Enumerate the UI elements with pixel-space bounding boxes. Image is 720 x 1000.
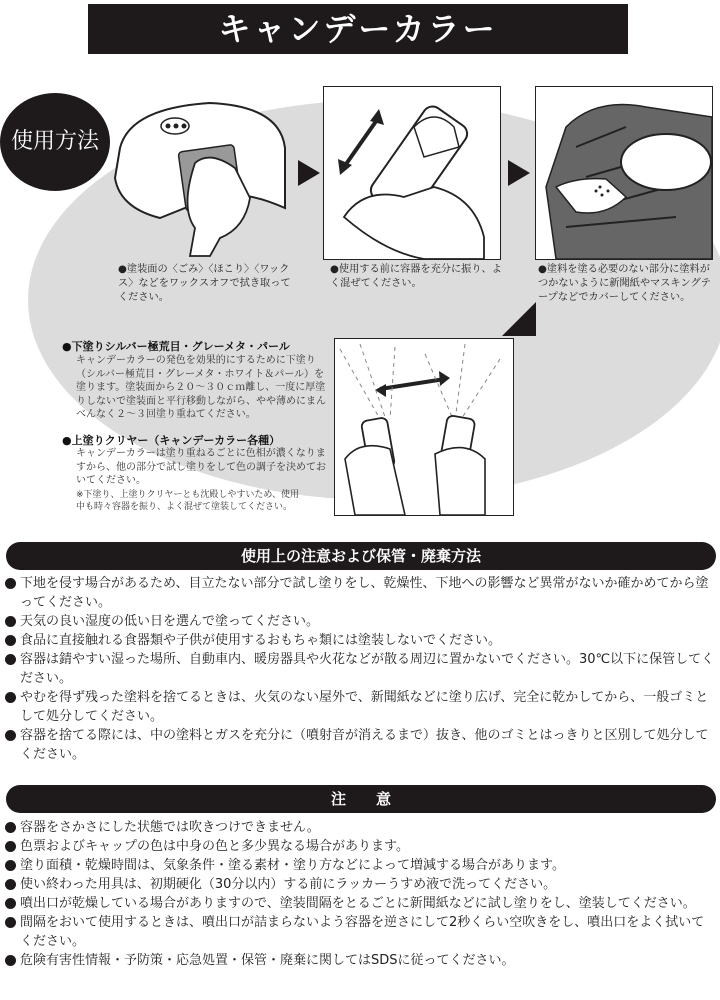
footnote: ※下塗り、上塗りクリヤーとも沈殿しやすいため、使用中も時々容器を振り、よく混ぜて塗装してください。 bbox=[76, 490, 300, 512]
section-bar-caution: 注 意 bbox=[6, 785, 716, 813]
section-bar-precautions-storage: 使用上の注意および保管・廃棄方法 bbox=[6, 542, 716, 570]
list-item: 天気の良い湿度の低い日を選んで塗ってください。 bbox=[4, 612, 716, 631]
step1-illustration bbox=[100, 88, 290, 258]
list-item: 食品に直接触れる食器類や子供が使用するおもちゃ類には塗装しないでください。 bbox=[4, 631, 716, 650]
step3-caption: ●塗料を塗る必要のない部分に塗料がつかないように新聞紙やマスキングテープなどでカバーしてください。 bbox=[538, 264, 711, 303]
topcoat-body: キャンデーカラーは塗り重ねるごとに色相が濃くなりますから、他の部分で試し塗りをして色の調子を決めておいてください。 bbox=[76, 448, 326, 486]
list-item: 塗り面積・乾燥時間は、気象条件・塗る素材・塗り方などによって増減する場合があります。 bbox=[4, 856, 716, 875]
list-item: 下地を侵す場合があるため、目立たない部分で試し塗りをし、乾燥性、下地への影響など異常がないか確かめてから塗ってください。 bbox=[4, 574, 716, 612]
page-title: キャンデーカラー bbox=[88, 4, 628, 54]
list-item: 容器をさかさにした状態では吹きつけできません。 bbox=[4, 818, 716, 837]
step3-illustration bbox=[535, 86, 713, 260]
list-item: 間隔をおいて使用するときは、噴出口が詰まらないよう容器を逆さにして2秒くらい空吹きをし、噴出口をよく拭いてください。 bbox=[4, 913, 716, 951]
spray-illustration bbox=[334, 338, 514, 516]
list-item: 容器は錆やすい湿った場所、自動車内、暖房器具や火花などが散る周辺に置かないでください。30℃以下に保管してください。 bbox=[4, 650, 716, 688]
list-item: 危険有害性情報・予防策・応急処置・保管・廃棄に関してはSDSに従ってください。 bbox=[4, 951, 716, 970]
list-item: 色票およびキャップの色は中身の色と多少異なる場合があります。 bbox=[4, 837, 716, 856]
arrow-icon-1 bbox=[298, 160, 320, 186]
caution-list bbox=[4, 818, 716, 970]
list-item: やむを得ず残った塗料を捨てるときは、火気のない屋外で、新聞紙などに塗り広げ、完全に乾かしてから、一般ゴミとして処分してください。 bbox=[4, 688, 716, 726]
topcoat-heading: ●上塗りクリヤー（キャンデーカラー各種） bbox=[62, 434, 281, 447]
usage-badge: 使用方法 bbox=[0, 93, 110, 191]
step2-caption: ●使用する前に容器を充分に振り、よく混ぜてください。 bbox=[330, 264, 502, 289]
undercoat-heading: ●下塗りシルバー極荒目・グレーメタ・パール bbox=[62, 340, 290, 353]
precautions-storage-list bbox=[4, 574, 716, 764]
step1-caption: ●塗装面の〈ごみ〉〈ほこり〉〈ワックス〉などをワックスオフで拭き取ってください。 bbox=[118, 264, 291, 303]
step2-illustration bbox=[323, 86, 501, 260]
arrow-icon-2 bbox=[508, 160, 530, 186]
list-item: 容器を捨てる際には、中の塗料とガスを充分に（噴射音が消えるまで）抜き、他のゴミとはっきりと区別して処分してください。 bbox=[4, 726, 716, 764]
list-item: 使い終わった用具は、初期硬化（30分以内）する前にラッカーうすめ液で洗ってください。 bbox=[4, 875, 716, 894]
list-item: 噴出口が乾燥している場合がありますので、塗装間隔をとるごとに新聞紙などに試し塗りをし、塗装してください。 bbox=[4, 894, 716, 913]
undercoat-body: キャンデーカラーの発色を効果的にするために下塗り（シルバー極荒目・グレーメタ・ホワイト＆パール）を塗ります。塗装面から２０～３０ｃｍ離し、一度に厚塗りしないで塗装面と平行移動しながら、やや薄めにまんべんなく２～３回塗り重ねてください。 bbox=[76, 355, 326, 420]
diagonal-arrow-icon bbox=[498, 300, 538, 340]
